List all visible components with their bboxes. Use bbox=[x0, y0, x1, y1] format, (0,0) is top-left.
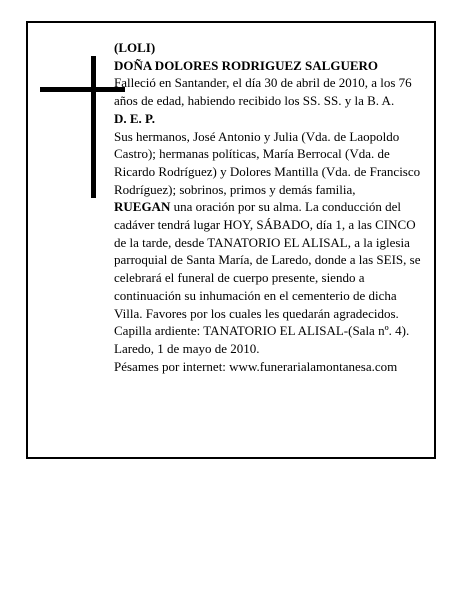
obituary-frame bbox=[26, 21, 436, 459]
condolences-line: Pésames por internet: www.funerarialamontanesa.com bbox=[114, 358, 398, 374]
nickname: (LOLI) bbox=[114, 40, 156, 55]
request-label: RUEGAN bbox=[114, 199, 171, 215]
request-paragraph bbox=[114, 198, 428, 340]
cross-vertical-bar bbox=[91, 56, 96, 198]
family-list: Sus hermanos, José Antonio y Julia (Vda. de Laopoldo Castro); hermanas políticas, María Berrocal (Vda. de Ricardo Rodríguez) y Dolores Mantilla (Vda. de Francisco Rodríguez); sobrinos, primos y demás familia, bbox=[114, 128, 421, 197]
place-date: Laredo, 1 de mayo de 2010. bbox=[114, 340, 260, 356]
cross-horizontal-bar bbox=[40, 87, 125, 92]
obituary-text bbox=[114, 39, 428, 375]
deceased-name: DOÑA DOLORES RODRIGUEZ SALGUERO bbox=[114, 57, 379, 73]
death-info: Falleció en Santander, el día 30 de abril de 2010, a los 76 años de edad, habiendo recibido los SS. SS. y la B. A. bbox=[114, 75, 412, 109]
request-text: una oración por su alma. La conducción del cadáver tendrá lugar HOY, SÁBADO, día 1, a las CINCO de la tarde, desde TANATORIO EL ALISAL, a la iglesia parroquial de Santa María, de Laredo, donde a las SEIS, se celebrará el funeral de cuerpo presente, siendo a continuación su inhumación en el cementerio de dicha Villa. Favores por los cuales les quedarán agradecidos. Capilla ardiente: TANATORIO EL ALISAL-(Sala nº. 4). bbox=[114, 199, 421, 339]
rip-heading: D. E. P. bbox=[114, 110, 156, 126]
